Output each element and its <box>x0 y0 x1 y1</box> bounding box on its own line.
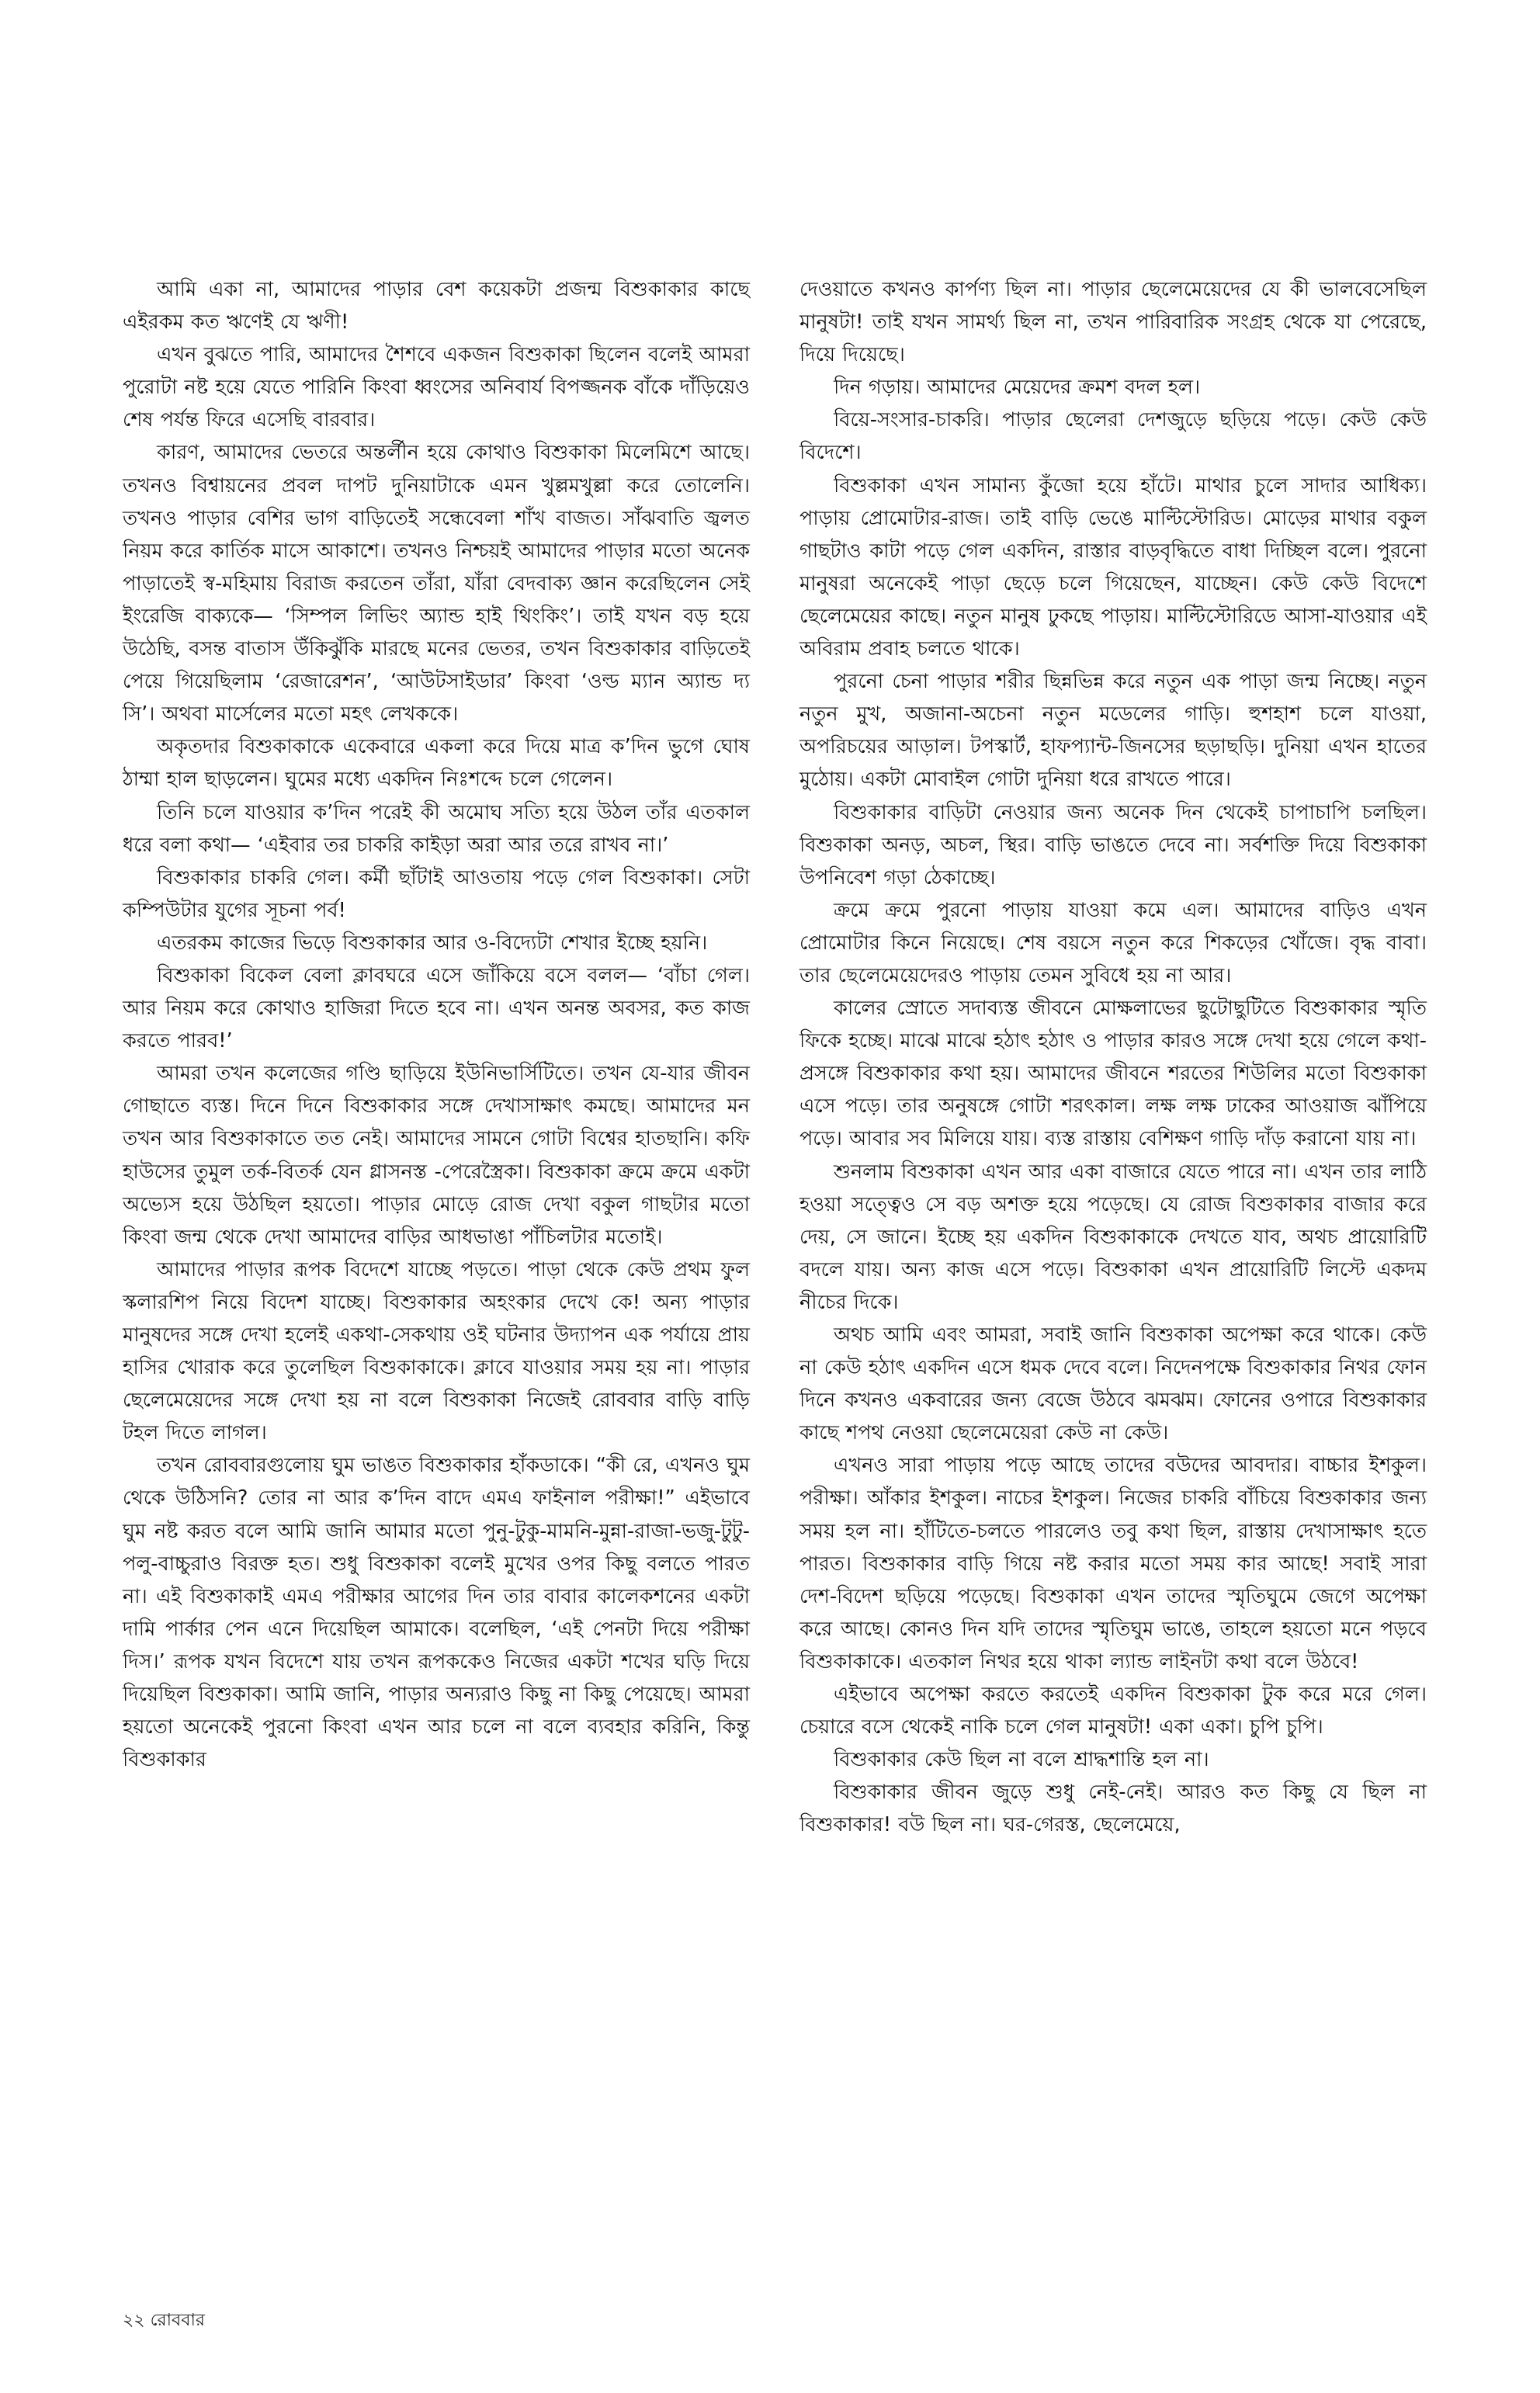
page-footer: ২২ রোববার <box>123 2311 205 2330</box>
paragraph: বিশুকাকার চাকরি গেল। কর্মী ছাঁটাই আওতায় পড়ে গেল বিশুকাকা। সেটা কম্পিউটার যুগের সূচনা পর্ব! <box>123 865 750 922</box>
right-column <box>799 273 1427 1842</box>
paragraph: বিশুকাকা এখন সামান্য কুঁজো হয়ে হাঁটে। মাথার চুলে সাদার আধিক্য। পাড়ায় প্রোমোটার-রাজ। তাই বাড়ি ভেঙে মাল্টিস্টোরিড। মোড়ের মাথার বকুল গাছটাও কাটা পড়ে গেল একদিন, রাস্তার বাড়বৃদ্ধিতে বাধা দিচ্ছিল বলে। পুরনো মানুষরা অনেকেই পাড়া ছেড়ে চলে গিয়েছেন, যাচ্ছেন। কেউ কেউ বিদেশে ছেলেমেয়ের কাছে। নতুন মানুষ ঢুকছে পাড়ায়। মাল্টিস্টোরিডে আসা-যাওয়ার এই অবিরাম প্রবাহ চলতে থাকে। <box>799 473 1427 661</box>
paragraph: এইভাবে অপেক্ষা করতে করতেই একদিন বিশুকাকা টুক করে মরে গেল। চেয়ারে বসে থেকেই নাকি চলে গেল মানুষটা! একা একা। চুপি চুপি। <box>799 1683 1427 1739</box>
paragraph: অথচ আমি এবং আমরা, সবাই জানি বিশুকাকা অপেক্ষা করে থাকে। কেউ না কেউ হঠাৎ একদিন এসে ধমক দেবে বলে। নিদেনপক্ষে বিশুকাকার নিথর ফোন দিনে কখনও একবারের জন্য বেজে উঠবে ঝমঝম। ফোনের ওপারে বিশুকাকার কাছে শপথ নেওয়া ছেলেমেয়েরা কেউ না কেউ। <box>799 1323 1427 1445</box>
paragraph: শুনলাম বিশুকাকা এখন আর একা বাজারে যেতে পারে না। এখন তার লাঠি হওয়া সত্ত্বেও সে বড় অশক্ত হয়ে পড়েছে। যে রোজ বিশুকাকার বাজার করে দেয়, সে জানে। ইচ্ছে হয় একদিন বিশুকাকাকে দেখতে যাব, অথচ প্রায়োরিটি বদলে যায়। অন্য কাজ এসে পড়ে। বিশুকাকা এখন প্রায়োরিটি লিস্টে একদম নীচের দিকে। <box>799 1160 1427 1314</box>
paragraph: ক্রমে ক্রমে পুরনো পাড়ায় যাওয়া কমে এল। আমাদের বাড়িও এখন প্রোমোটার কিনে নিয়েছে। শেষ বয়সে নতুন করে শিকড়ের খোঁজে। বৃদ্ধ বাবা। তার ছেলেমেয়েদেরও পাড়ায় তেমন সুবিধে হয় না আর। <box>799 898 1427 987</box>
paragraph: তিনি চলে যাওয়ার ক’দিন পরেই কী অমোঘ সত্যি হয়ে উঠল তাঁর এতকাল ধরে বলা কথা— ‘এইবার তর চাকরি কাইড়া অরা আর তরে রাখব না।’ <box>123 800 750 857</box>
paragraph: দিন গড়ায়। আমাদের মেয়েদের ক্রমশ বদল হল। <box>834 376 1201 400</box>
paragraph: বিশুকাকার কেউ ছিল না বলে শ্রাদ্ধশান্তি হল না। <box>834 1748 1209 1772</box>
paragraph: কালের স্রোতে সদাব্যস্ত জীবনে মোক্ষলাভের ছুটোছুটিতে বিশুকাকার স্মৃতি ফিকে হচ্ছে। মাঝে মাঝে হঠাৎ হঠাৎ ও পাড়ার কারও সঙ্গে দেখা হয়ে গেলে কথা-প্রসঙ্গে বিশুকাকার কথা হয়। আমাদের জীবনে শরতের শিউলির মতো বিশুকাকা এসে পড়ে। তার অনুষঙ্গে গোটা শরৎকাল। লক্ষ লক্ষ ঢাকের আওয়াজ ঝাঁপিয়ে পড়ে। আবার সব মিলিয়ে যায়। ব্যস্ত রাস্তায় বেশিক্ষণ গাড়ি দাঁড় করানো যায় না। <box>799 997 1427 1151</box>
paragraph: আমরা তখন কলেজের গণ্ডি ছাড়িয়ে ইউনিভার্সিটিতে। তখন যে-যার জীবন গোছাতে ব্যস্ত। দিনে দিনে বিশুকাকার সঙ্গে দেখাসাক্ষাৎ কমছে। আমাদের মন তখন আর বিশুকাকাতে তত নেই। আমাদের সামনে গোটা বিশ্বের হাতছানি। কফি হাউসের তুমুল তর্ক-বিতর্ক যেন গ্লাসনস্ত -পেরেস্ত্রৈকা। বিশুকাকা ক্রমে ক্রমে একটা অভ্যেস হয়ে উঠছিল হয়তো। পাড়ার মোড়ে রোজ দেখা বকুল গাছটার মতো কিংবা জন্ম থেকে দেখা আমাদের বাড়ির আধভাঙা পাঁচিলটার মতোই। <box>123 1062 750 1249</box>
paragraph: আমাদের পাড়ার রূপক বিদেশে যাচ্ছে পড়তে। পাড়া থেকে কেউ প্রথম ফুল স্কলারশিপ নিয়ে বিদেশ যাচ্ছে। বিশুকাকার অহংকার দেখে কে! অন্য পাড়ার মানুষদের সঙ্গে দেখা হলেই একথা-সেকথায় ওই ঘটনার উদ্যাপন এক পর্যায়ে প্রায় হাসির খোরাক করে তুলেছিল বিশুকাকাকে। ক্লাবে যাওয়ার সময় হয় না। পাড়ার ছেলেমেয়েদের সঙ্গে দেখা হয় না বলে বিশুকাকা নিজেই রোববার বাড়ি বাড়ি টহল দিতে লাগল। <box>123 1257 750 1445</box>
paragraph: কারণ, আমাদের ভেতরে অন্তর্লীন হয়ে কোথাও বিশুকাকা মিলেমিশে আছে। তখনও বিশ্বায়নের প্রবল দাপট দুনিয়াটাকে এমন খুল্লমখুল্লা করে তোলেনি। তখনও পাড়ার বেশির ভাগ বাড়িতেই সন্ধেবেলা শাঁখ বাজত। সাঁঝবাতি জ্বলত নিয়ম করে কার্তিক মাসে আকাশে। তখনও নিশ্চয়ই আমাদের পাড়ার মতো অনেক পাড়াতেই স্ব-মহিমায় বিরাজ করতেন তাঁরা, যাঁরা বেদবাক্য জ্ঞান করেছিলেন সেই ইংরেজি বাক্যকে— ‘সিম্পল লিভিং অ্যান্ড হাই থিংকিং’। তাই যখন বড় হয়ে উঠেছি, বসন্ত বাতাস উঁকিঝুঁকি মারছে মনের ভেতর, তখন বিশুকাকার বাড়িতেই পেয়ে গিয়েছিলাম ‘রেজারেশন’, ‘আউটসাইডার’ কিংবা ‘ওল্ড ম্যান অ্যান্ড দ্য সি’। অথবা মার্সেলের মতো মহৎ লেখককে। <box>123 441 750 727</box>
paragraph: দেওয়াতে কখনও কার্পণ্য ছিল না। পাড়ার ছেলেমেয়েদের যে কী ভালবেসেছিল মানুষটা! তাই যখন সামর্থ্য ছিল না, তখন পারিবারিক সংগ্রহ থেকে যা পেরেছে, দিয়ে দিয়েছে। <box>799 278 1427 367</box>
paragraph: বিশুকাকা বিকেল বেলা ক্লাবঘরে এসে জাঁকিয়ে বসে বলল— ‘বাঁচা গেল। আর নিয়ম করে কোথাও হাজিরা দিতে হবে না। এখন অনন্ত অবসর, কত কাজ করতে পারব!’ <box>123 963 750 1053</box>
paragraph: অকৃতদার বিশুকাকাকে একেবারে একলা করে দিয়ে মাত্র ক’দিন ভুগে ঘোষ ঠাম্মা হাল ছাড়লেন। ঘুমের মধ্যে একদিন নিঃশব্দে চলে গেলেন। <box>123 735 750 792</box>
paragraph: তখন রোববারগুলোয় ঘুম ভাঙত বিশুকাকার হাঁকডাকে। “কী রে, এখনও ঘুম থেকে উঠিসনি? তোর না আর ক’দিন বাদে এমএ ফাইনাল পরীক্ষা!” এইভাবে ঘুম নষ্ট করত বলে আমি জানি আমার মতো পুনু-টুকু-মামনি-মুন্না-রাজা-ভজু-টুটু-পলু-বাচ্চুরাও বিরক্ত হত। শুধু বিশুকাকা বলেই মুখের ওপর কিছু বলতে পারত না। এই বিশুকাকাই এমএ পরীক্ষার আগের দিন তার বাবার কালেকশনের একটা দামি পার্কার পেন এনে দিয়েছিল আমাকে। বলেছিল, ‘এই পেনটা দিয়ে পরীক্ষা দিস।’ রূপক যখন বিদেশে যায় তখন রূপককেও নিজের একটা শখের ঘড়ি দিয়ে দিয়েছিল বিশুকাকা। আমি জানি, পাড়ার অন্যরাও কিছু না কিছু পেয়েছে। আমরা হয়তো অনেকেই পুরনো কিংবা এখন আর চলে না বলে ব্যবহার করিনি, কিন্তু বিশুকাকার <box>123 1454 750 1772</box>
paragraph: পুরনো চেনা পাড়ার শরীর ছিন্নভিন্ন করে নতুন এক পাড়া জন্ম নিচ্ছে। নতুন নতুন মুখ, অজানা-অচেনা নতুন মডেলের গাড়ি। হুশহাশ চলে যাওয়া, অপরিচয়ের আড়াল। টপস্কার্ট, হাফপ্যান্ট-জিনসের ছড়াছড়ি। দুনিয়া এখন হাতের মুঠোয়। একটা মোবাইল গোটা দুনিয়া ধরে রাখতে পারে। <box>799 670 1427 792</box>
paragraph: বিয়ে-সংসার-চাকরি। পাড়ার ছেলেরা দেশজুড়ে ছড়িয়ে পড়ে। কেউ কেউ বিদেশে। <box>799 408 1427 465</box>
left-column <box>123 273 750 1776</box>
paragraph: এতরকম কাজের ভিড়ে বিশুকাকার আর ও-বিদ্যেটা শেখার ইচ্ছে হয়নি। <box>157 931 708 955</box>
paragraph: বিশুকাকার জীবন জুড়ে শুধু নেই-নেই। আরও কত কিছু যে ছিল না বিশুকাকার! বউ ছিল না। ঘর-গেরস্ত, ছেলেমেয়ে, <box>799 1781 1427 1837</box>
paragraph: এখনও সারা পাড়ায় পড়ে আছে তাদের বউদের আবদার। বাচ্চার ইশকুল। পরীক্ষা। আঁকার ইশকুল। নাচের ইশকুল। নিজের চাকরি বাঁচিয়ে বিশুকাকার জন্য সময় হল না। হাঁটিতে-চলতে পারলেও তবু কথা ছিল, রাস্তায় দেখাসাক্ষাৎ হতে পারত। বিশুকাকার বাড়ি গিয়ে নষ্ট করার মতো সময় কার আছে! সবাই সারা দেশ-বিদেশ ছড়িয়ে পড়েছে। বিশুকাকা এখন তাদের স্মৃতিঘুমে জেগে অপেক্ষা করে আছে। কোনও দিন যদি তাদের স্মৃতিঘুম ভাঙে, তাহলে হয়তো মনে পড়বে বিশুকাকাকে। এতকাল নিথর হয়ে থাকা ল্যান্ড লাইনটা কথা বলে উঠবে! <box>799 1454 1427 1673</box>
paragraph: বিশুকাকার বাড়িটা নেওয়ার জন্য অনেক দিন থেকেই চাপাচাপি চলছিল। বিশুকাকা অনড়, অচল, স্থির। বাড়ি ভাঙতে দেবে না। সর্বশক্তি দিয়ে বিশুকাকা উপনিবেশ গড়া ঠেকাচ্ছে। <box>799 800 1427 890</box>
paragraph: এখন বুঝতে পারি, আমাদের শৈশবে একজন বিশুকাকা ছিলেন বলেই আমরা পুরোটা নষ্ট হয়ে যেতে পারিনি কিংবা ধ্বংসের অনিবার্য বিপজ্জনক বাঁকে দাঁড়িয়েও শেষ পর্যন্ত ফিরে এসেছি বারবার। <box>123 343 750 432</box>
paragraph: আমি একা না, আমাদের পাড়ার বেশ কয়েকটা প্রজন্ম বিশুকাকার কাছে এইরকম কত ঋণেই যে ঋণী! <box>123 278 750 335</box>
